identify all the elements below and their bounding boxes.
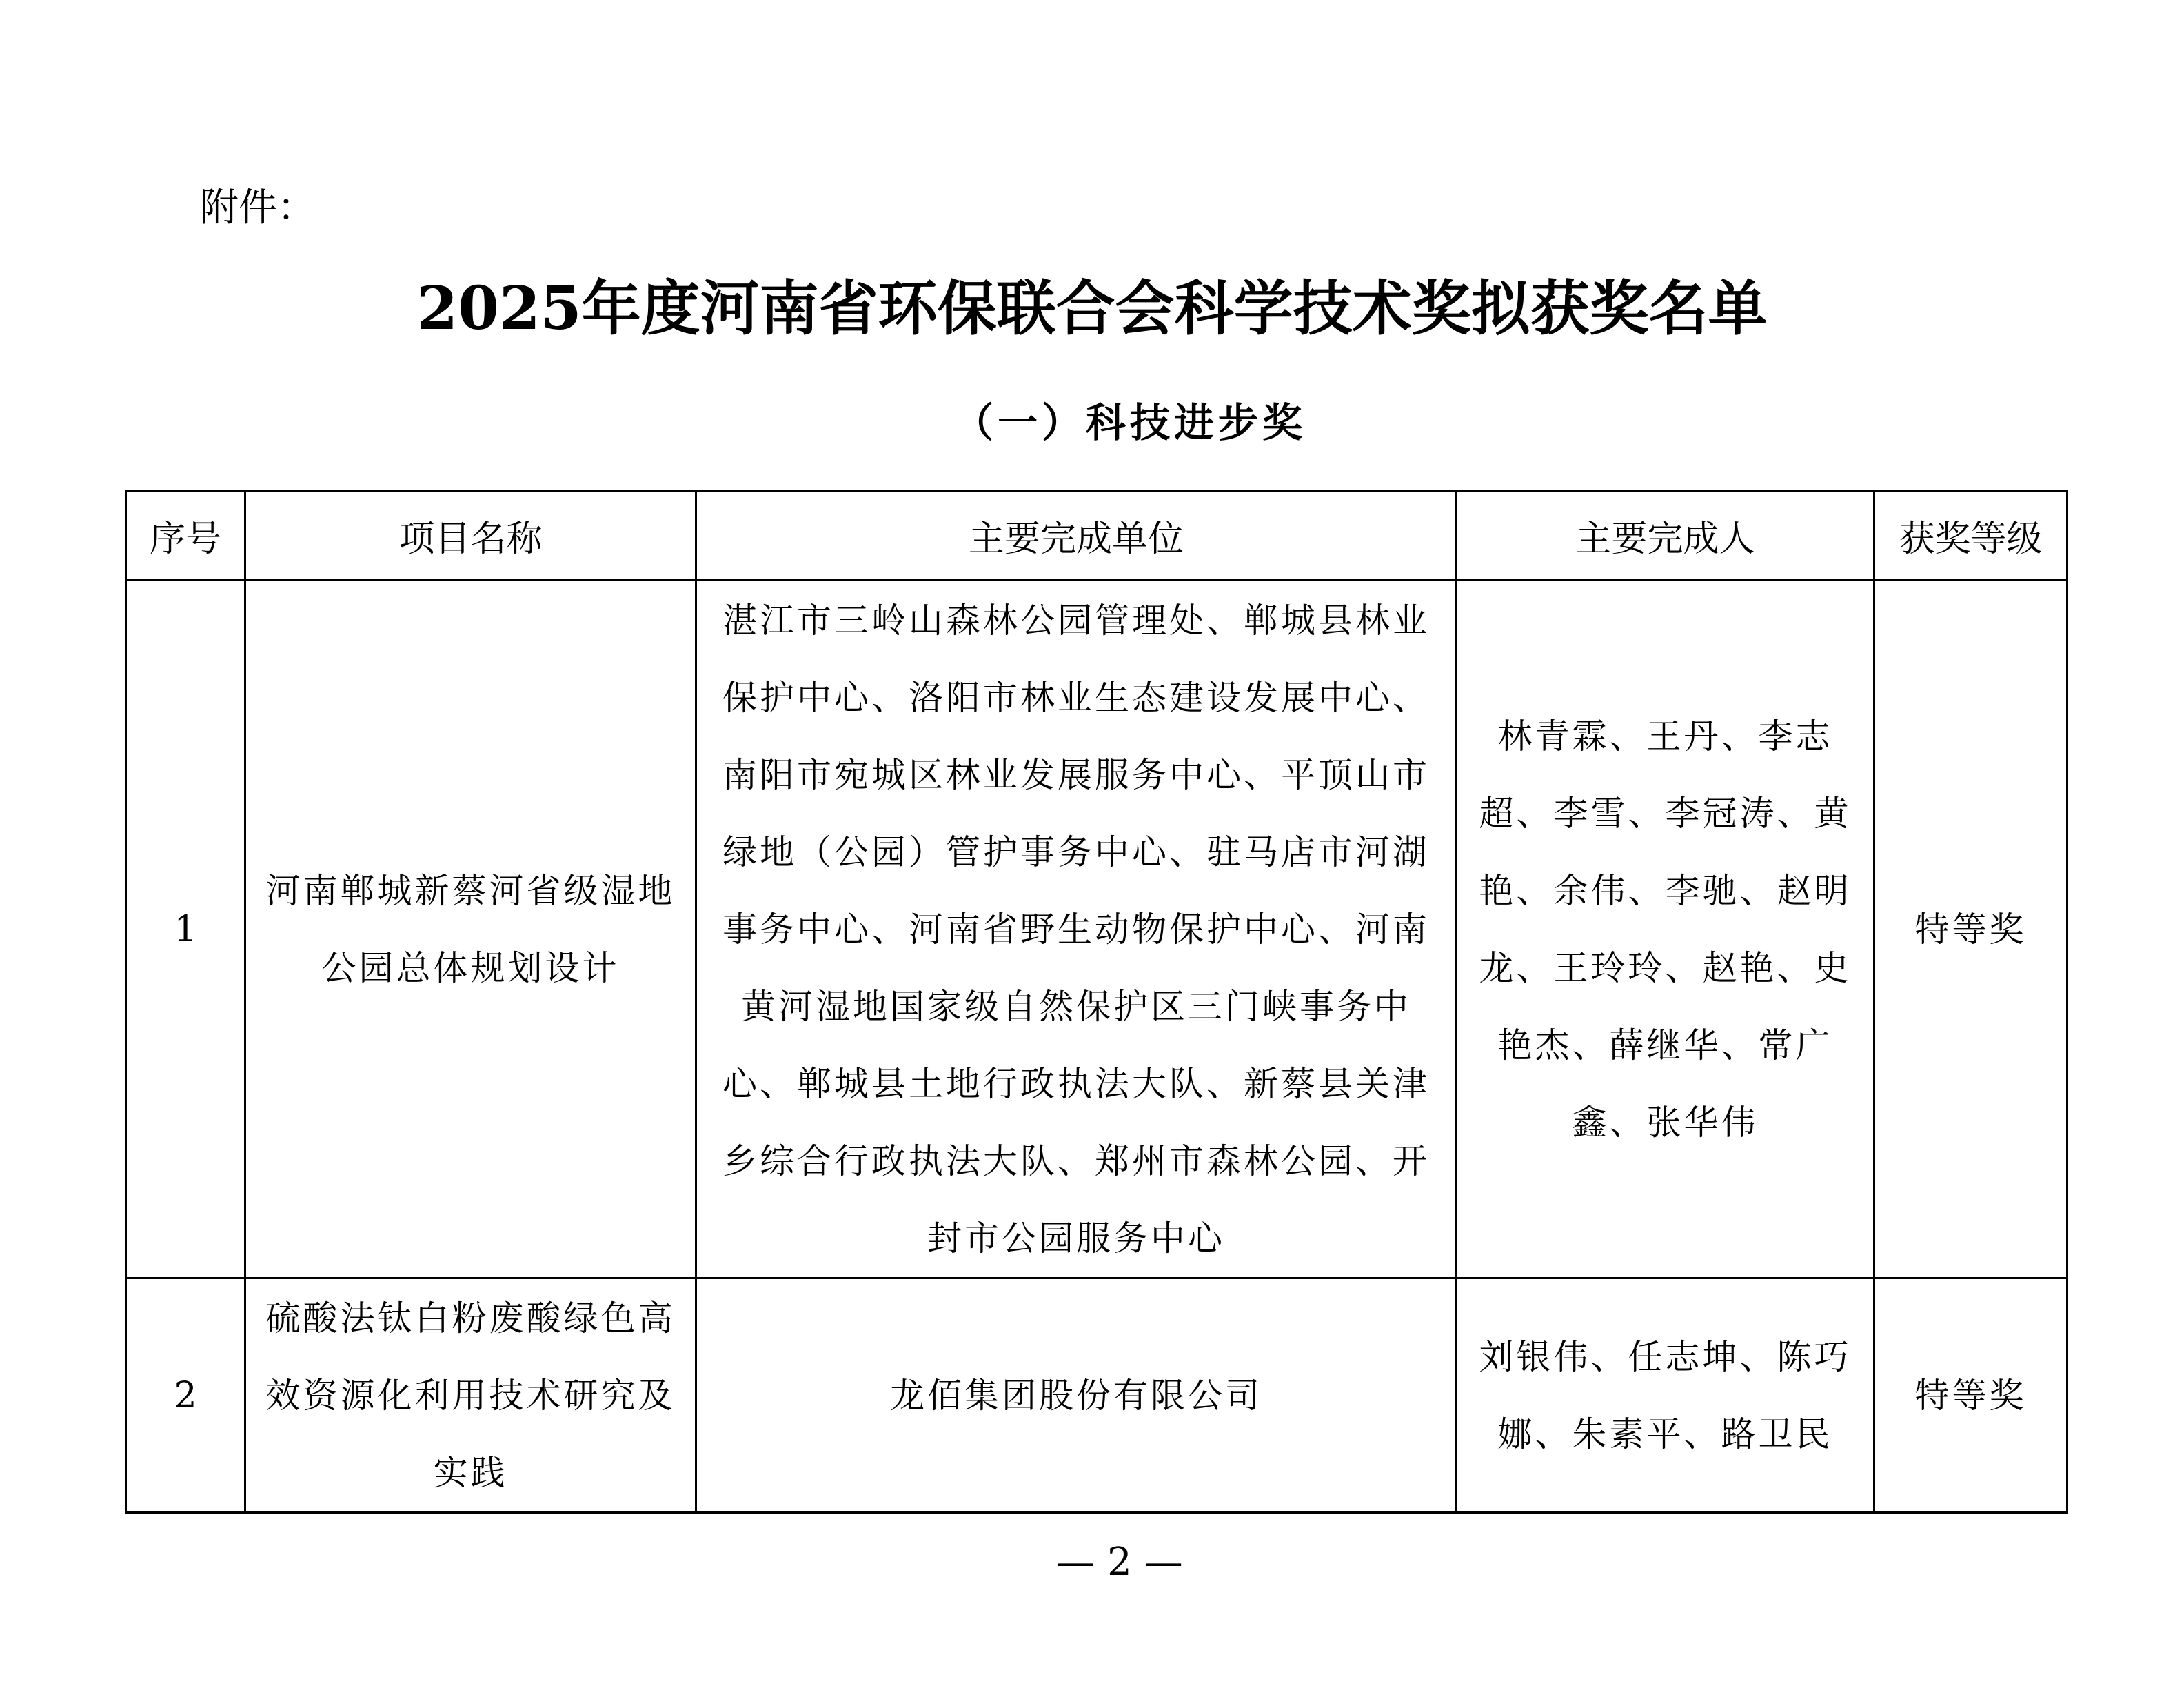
header-level: 获奖等级 xyxy=(1874,491,2067,581)
header-units: 主要完成单位 xyxy=(696,491,1457,581)
header-seq: 序号 xyxy=(126,491,245,581)
table-row xyxy=(126,1278,2067,1513)
cell-project: 硫酸法钛白粉废酸绿色高效资源化利用技术研究及实践 xyxy=(245,1278,696,1513)
header-persons: 主要完成人 xyxy=(1457,491,1874,581)
header-project: 项目名称 xyxy=(245,491,696,581)
cell-level: 特等奖 xyxy=(1874,581,2067,1278)
attachment-label: 附件： xyxy=(200,185,316,230)
section-title: （一）科技进步奖 xyxy=(953,399,1306,446)
awards-table xyxy=(125,490,2068,1514)
cell-persons: 刘银伟、任志坤、陈巧娜、朱素平、路卫民 xyxy=(1457,1278,1874,1513)
cell-project: 河南郸城新蔡河省级湿地公园总体规划设计 xyxy=(245,581,696,1278)
cell-persons: 林青霖、王丹、李志超、李雪、李冠涛、黄艳、余伟、李驰、赵明龙、王玲玲、赵艳、史艳杰、薛继华、常广鑫、张华伟 xyxy=(1457,581,1874,1278)
cell-level: 特等奖 xyxy=(1874,1278,2067,1513)
cell-units: 湛江市三岭山森林公园管理处、郸城县林业保护中心、洛阳市林业生态建设发展中心、南阳市宛城区林业发展服务中心、平顶山市绿地（公园）管护事务中心、驻马店市河湖事务中心、河南省野生动物保护中心、河南黄河湿地国家级自然保护区三门峡事务中心、郸城县土地行政执法大队、新蔡县关津乡综合行政执法大队、郑州市森林公园、开封市公园服务中心 xyxy=(696,581,1457,1278)
page-number: — 2 — xyxy=(1056,1540,1183,1585)
table-row xyxy=(126,581,2067,1278)
cell-seq: 2 xyxy=(126,1278,245,1513)
table-header-row xyxy=(126,491,2067,581)
cell-units: 龙佰集团股份有限公司 xyxy=(696,1278,1457,1513)
document-title: 2025年度河南省环保联合会科学技术奖拟获奖名单 xyxy=(416,274,1768,343)
cell-seq: 1 xyxy=(126,581,245,1278)
